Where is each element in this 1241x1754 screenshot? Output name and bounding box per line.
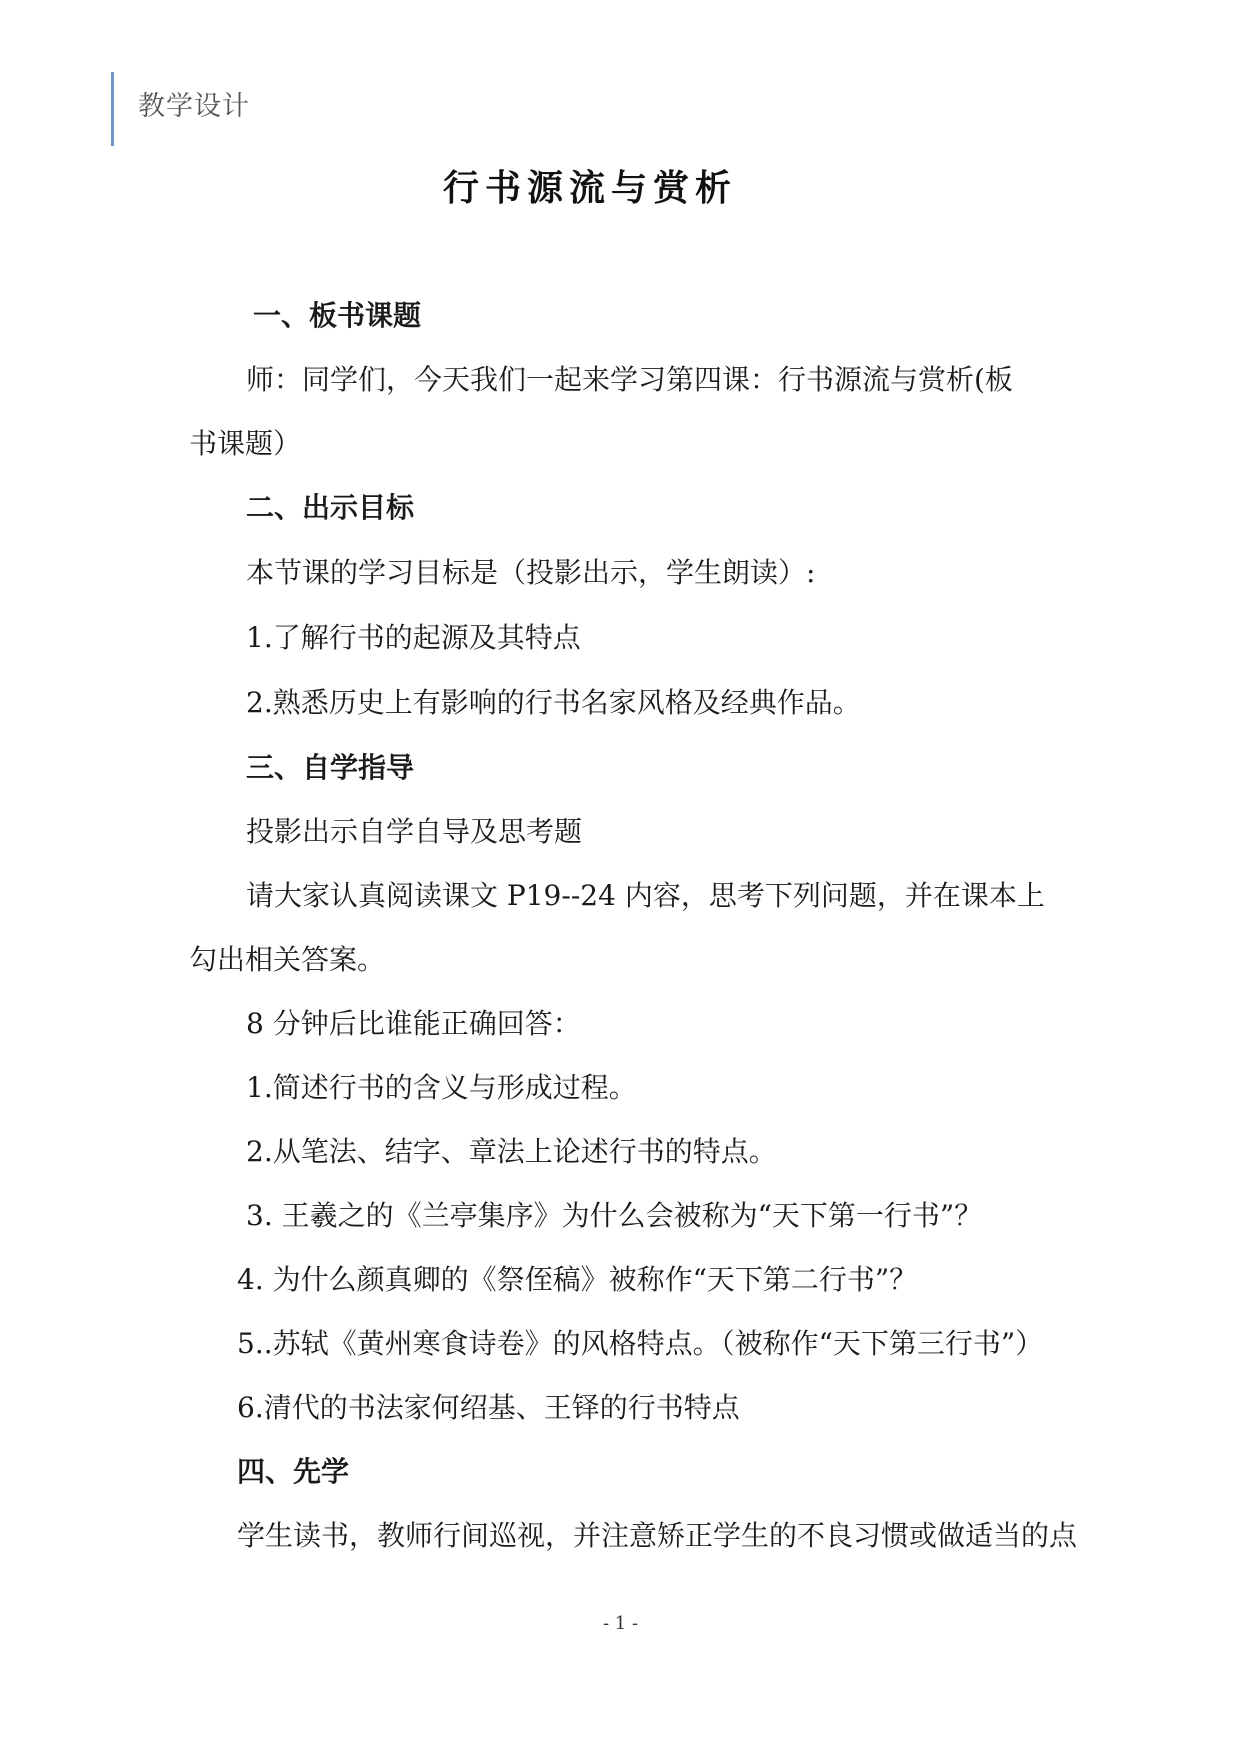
paragraph-line: 勾出相关答案。 — [189, 943, 386, 976]
header-label: 教学设计 — [138, 91, 250, 122]
section-heading: 四、先学 — [237, 1455, 350, 1488]
paragraph-line: 请大家认真阅读课文 P19--24 内容，思考下列问题，并在课本上 — [246, 879, 1045, 912]
list-item: 6.清代的书法家何绍基、王铎的行书特点 — [237, 1391, 740, 1424]
section-heading: 三、自学指导 — [246, 751, 415, 784]
paragraph-line: 本节课的学习目标是（投影出示，学生朗读）: — [246, 556, 816, 589]
list-item: 2.从笔法、结字、章法上论述行书的特点。 — [246, 1135, 777, 1168]
list-item: 1.简述行书的含义与形成过程。 — [246, 1071, 637, 1104]
paragraph-line: 书课题） — [189, 427, 302, 460]
list-item: 5..苏轼《黄州寒食诗卷》的风格特点。（被称作“天下第三行书”） — [237, 1327, 1044, 1360]
document-title: 行书源流与赏析 — [442, 168, 737, 209]
section-heading: 一、板书课题 — [253, 299, 422, 332]
paragraph-line: 8 分钟后比谁能正确回答： — [246, 1007, 581, 1040]
paragraph-line: 师：同学们，今天我们一起来学习第四课：行书源流与赏析(板 — [246, 363, 1013, 396]
paragraph-line: 投影出示自学自导及思考题 — [246, 815, 583, 848]
section-heading: 二、出示目标 — [246, 491, 415, 524]
list-item: 3. 王羲之的《兰亭集序》为什么会被称为“天下第一行书”？ — [246, 1199, 983, 1232]
list-item: 4. 为什么颜真卿的《祭侄稿》被称作“天下第二行书”？ — [237, 1263, 918, 1296]
header-accent-bar — [111, 72, 114, 146]
list-item: 2.熟悉历史上有影响的行书名家风格及经典作品。 — [246, 686, 861, 719]
page-number: - 1 - — [602, 1613, 639, 1634]
list-item: 1.了解行书的起源及其特点 — [246, 621, 581, 654]
paragraph-line: 学生读书，教师行间巡视，并注意矫正学生的不良习惯或做适当的点 — [237, 1519, 1078, 1552]
